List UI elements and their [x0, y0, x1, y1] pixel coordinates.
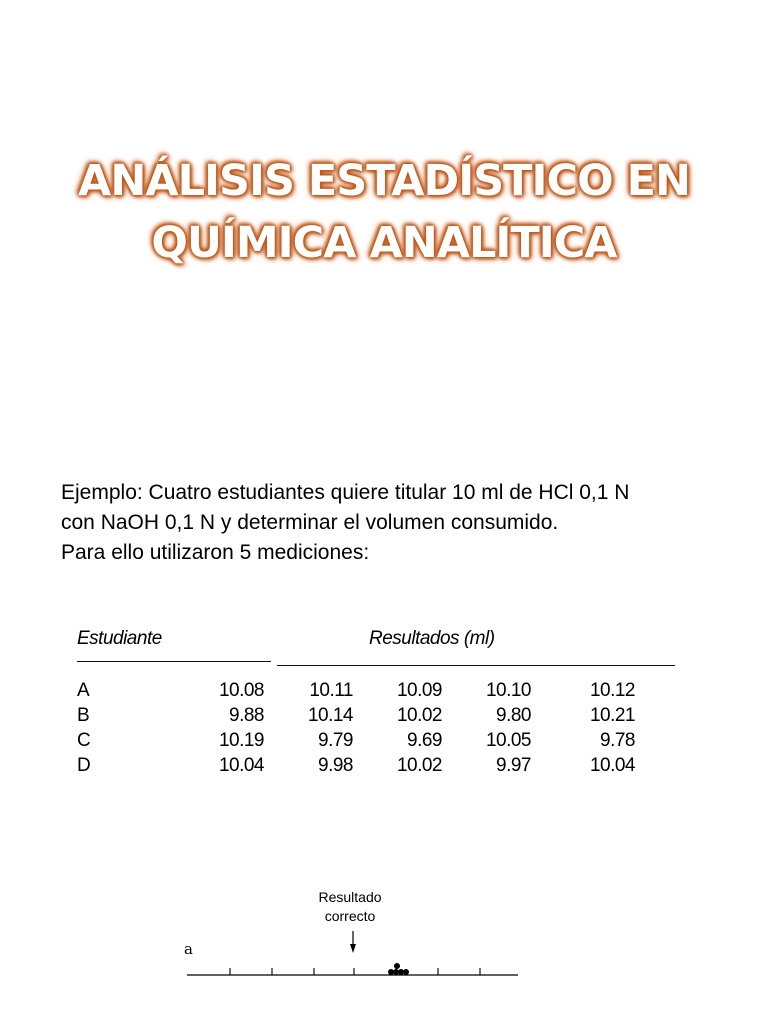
table-row	[77, 680, 677, 705]
table-cell: 10.12	[589, 680, 635, 701]
header-student: Estudiante	[77, 628, 162, 649]
table-cell: 10.02	[396, 755, 442, 776]
table-row	[77, 705, 677, 730]
header-results: Resultados (ml)	[369, 628, 495, 649]
intro-line-1: Ejemplo: Cuatro estudiantes quiere titular 10 ml de HCl 0,1 N	[61, 481, 630, 504]
row-label: C	[77, 730, 91, 751]
table-cell: 9.78	[600, 730, 635, 751]
table-cell: 10.11	[309, 680, 353, 701]
table-cell: 9.79	[318, 730, 353, 751]
accuracy-figure	[180, 885, 530, 985]
down-arrow-icon	[350, 931, 356, 953]
header-rule-right	[277, 665, 675, 666]
table-cell: 10.04	[589, 755, 635, 776]
table-cell: 9.98	[318, 755, 353, 776]
measurement-points	[388, 963, 409, 975]
header-rule-left	[77, 661, 271, 662]
row-label: D	[77, 755, 91, 776]
table-cell: 10.09	[396, 680, 442, 701]
label-line-1: Resultado	[318, 889, 382, 905]
figure-letter: a	[184, 940, 193, 958]
table-row	[77, 730, 677, 755]
table-cell: 10.19	[218, 730, 264, 751]
table-cell: 9.88	[229, 705, 264, 726]
axis-ticks	[230, 968, 480, 975]
table-cell: 10.21	[589, 705, 635, 726]
table-cell: 10.02	[396, 705, 442, 726]
slide-title	[0, 150, 768, 274]
intro-line-3: Para ello utilizaron 5 mediciones:	[61, 541, 370, 564]
table-cell: 10.14	[307, 705, 353, 726]
row-label: A	[77, 680, 90, 701]
title-line-2: QUÍMICA ANALÍTICA	[151, 218, 617, 268]
table-cell: 9.80	[496, 705, 531, 726]
table-cell: 10.10	[485, 680, 531, 701]
table-cell: 10.05	[485, 730, 531, 751]
table-cell: 9.97	[496, 755, 531, 776]
title-line-1: ANÁLISIS ESTADÍSTICO EN	[78, 156, 690, 206]
table-cell: 10.08	[218, 680, 264, 701]
table-cell: 10.04	[218, 755, 264, 776]
data-point	[394, 963, 400, 969]
intro-line-2: con NaOH 0,1 N y determinar el volumen consumido.	[61, 511, 559, 534]
table-cell: 9.69	[407, 730, 442, 751]
number-line-graphic	[180, 885, 530, 985]
intro-text	[61, 478, 741, 568]
label-line-2: correcto	[324, 908, 376, 924]
table-row	[77, 755, 677, 780]
row-label: B	[77, 705, 90, 726]
data-point	[403, 969, 409, 975]
